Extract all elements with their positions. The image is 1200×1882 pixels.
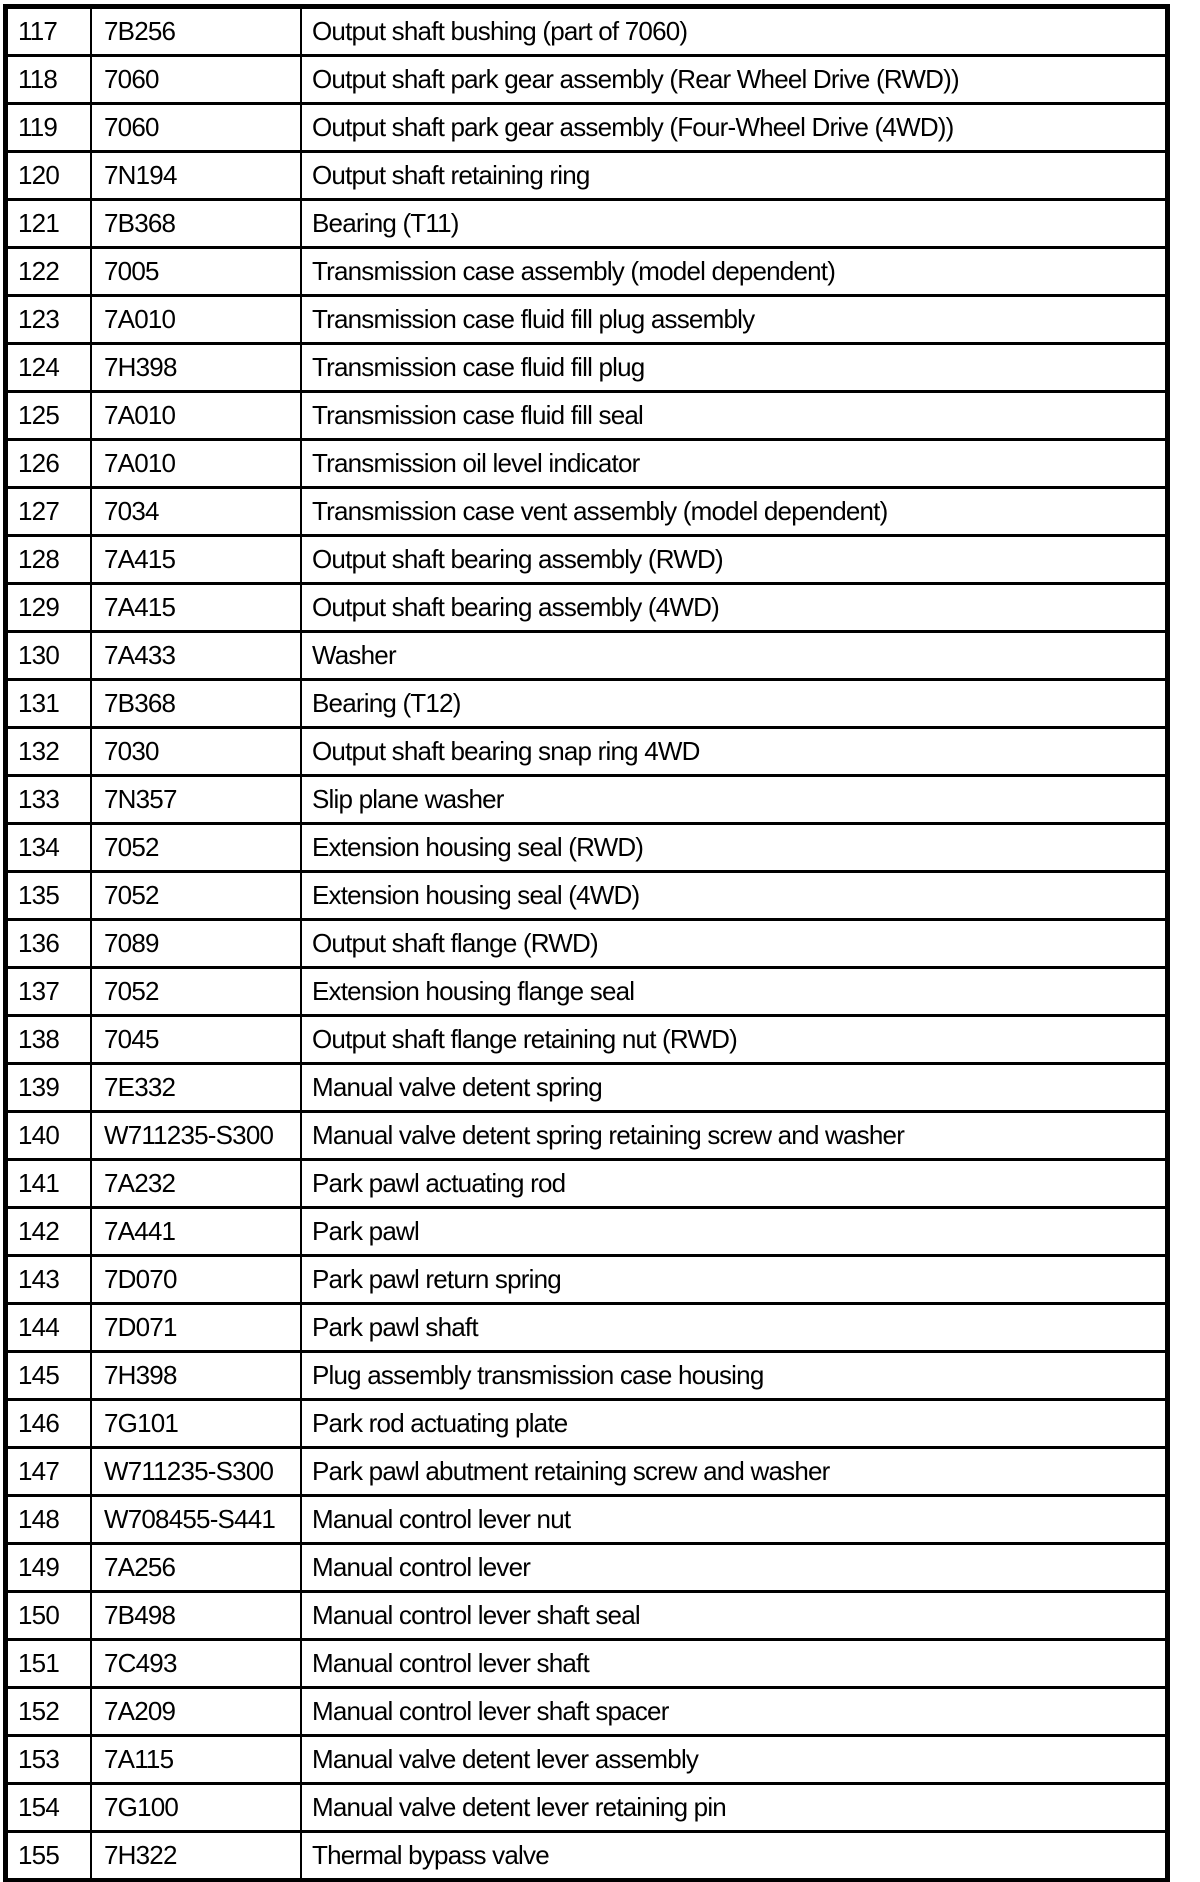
description-cell: Transmission case fluid fill seal: [301, 392, 1168, 440]
description-cell: Output shaft flange retaining nut (RWD): [301, 1016, 1168, 1064]
description-cell: Manual control lever shaft: [301, 1640, 1168, 1688]
part-number-cell: 7A415: [91, 536, 301, 584]
table-row: [6, 1448, 1168, 1496]
item-number-cell: 138: [6, 1016, 92, 1064]
table-row: [6, 1112, 1168, 1160]
table-row: [6, 488, 1168, 536]
part-number-cell: 7A232: [91, 1160, 301, 1208]
description-cell: Output shaft flange (RWD): [301, 920, 1168, 968]
part-number-cell: 7E332: [91, 1064, 301, 1112]
description-cell: Transmission case assembly (model dependent): [301, 248, 1168, 296]
table-row: [6, 1640, 1168, 1688]
description-cell: Park rod actuating plate: [301, 1400, 1168, 1448]
part-number-cell: 7052: [91, 872, 301, 920]
description-cell: Output shaft park gear assembly (Rear Wheel Drive (RWD)): [301, 56, 1168, 104]
description-cell: Park pawl return spring: [301, 1256, 1168, 1304]
description-cell: Manual control lever: [301, 1544, 1168, 1592]
description-cell: Manual valve detent lever assembly: [301, 1736, 1168, 1784]
table-row: [6, 1304, 1168, 1352]
table-row: [6, 1016, 1168, 1064]
item-number-cell: 135: [6, 872, 92, 920]
table-row: [6, 968, 1168, 1016]
item-number-cell: 137: [6, 968, 92, 1016]
item-number-cell: 127: [6, 488, 92, 536]
item-number-cell: 130: [6, 632, 92, 680]
table-row: [6, 1784, 1168, 1832]
part-number-cell: 7B368: [91, 200, 301, 248]
description-cell: Manual control lever nut: [301, 1496, 1168, 1544]
table-row: [6, 584, 1168, 632]
item-number-cell: 152: [6, 1688, 92, 1736]
description-cell: Manual valve detent lever retaining pin: [301, 1784, 1168, 1832]
table-row: [6, 248, 1168, 296]
item-number-cell: 139: [6, 1064, 92, 1112]
table-row: [6, 1256, 1168, 1304]
table-row: [6, 872, 1168, 920]
description-cell: Park pawl abutment retaining screw and washer: [301, 1448, 1168, 1496]
part-number-cell: 7A010: [91, 296, 301, 344]
description-cell: Park pawl shaft: [301, 1304, 1168, 1352]
table-row: [6, 1208, 1168, 1256]
item-number-cell: 141: [6, 1160, 92, 1208]
description-cell: Manual control lever shaft spacer: [301, 1688, 1168, 1736]
item-number-cell: 122: [6, 248, 92, 296]
part-number-cell: 7060: [91, 104, 301, 152]
item-number-cell: 117: [6, 7, 92, 56]
table-row: [6, 344, 1168, 392]
part-number-cell: 7A415: [91, 584, 301, 632]
part-number-cell: W711235-S300: [91, 1112, 301, 1160]
part-number-cell: 7060: [91, 56, 301, 104]
description-cell: Bearing (T12): [301, 680, 1168, 728]
table-row: [6, 200, 1168, 248]
description-cell: Bearing (T11): [301, 200, 1168, 248]
part-number-cell: 7A115: [91, 1736, 301, 1784]
table-row: [6, 1544, 1168, 1592]
part-number-cell: 7H398: [91, 344, 301, 392]
item-number-cell: 133: [6, 776, 92, 824]
item-number-cell: 125: [6, 392, 92, 440]
item-number-cell: 124: [6, 344, 92, 392]
part-number-cell: 7A256: [91, 1544, 301, 1592]
item-number-cell: 155: [6, 1832, 92, 1881]
part-number-cell: W711235-S300: [91, 1448, 301, 1496]
item-number-cell: 154: [6, 1784, 92, 1832]
description-cell: Transmission case fluid fill plug: [301, 344, 1168, 392]
table-row: [6, 728, 1168, 776]
part-number-cell: 7N357: [91, 776, 301, 824]
description-cell: Park pawl: [301, 1208, 1168, 1256]
item-number-cell: 136: [6, 920, 92, 968]
table-row: [6, 776, 1168, 824]
item-number-cell: 145: [6, 1352, 92, 1400]
table-row: [6, 296, 1168, 344]
table-row: [6, 1736, 1168, 1784]
item-number-cell: 147: [6, 1448, 92, 1496]
part-number-cell: W708455-S441: [91, 1496, 301, 1544]
part-number-cell: 7G101: [91, 1400, 301, 1448]
description-cell: Plug assembly transmission case housing: [301, 1352, 1168, 1400]
item-number-cell: 132: [6, 728, 92, 776]
part-number-cell: 7045: [91, 1016, 301, 1064]
item-number-cell: 148: [6, 1496, 92, 1544]
table-row: [6, 1592, 1168, 1640]
description-cell: Manual valve detent spring retaining screw and washer: [301, 1112, 1168, 1160]
item-number-cell: 144: [6, 1304, 92, 1352]
part-number-cell: 7A010: [91, 392, 301, 440]
part-number-cell: 7B498: [91, 1592, 301, 1640]
part-number-cell: 7A433: [91, 632, 301, 680]
table-row: [6, 1064, 1168, 1112]
item-number-cell: 119: [6, 104, 92, 152]
item-number-cell: 150: [6, 1592, 92, 1640]
table-row: [6, 104, 1168, 152]
description-cell: Transmission case vent assembly (model dependent): [301, 488, 1168, 536]
table-row: [6, 1688, 1168, 1736]
table-row: [6, 680, 1168, 728]
part-number-cell: 7B368: [91, 680, 301, 728]
item-number-cell: 131: [6, 680, 92, 728]
description-cell: Slip plane washer: [301, 776, 1168, 824]
part-number-cell: 7089: [91, 920, 301, 968]
item-number-cell: 120: [6, 152, 92, 200]
table-row: [6, 56, 1168, 104]
part-number-cell: 7C493: [91, 1640, 301, 1688]
description-cell: Output shaft retaining ring: [301, 152, 1168, 200]
part-number-cell: 7005: [91, 248, 301, 296]
table-row: [6, 440, 1168, 488]
table-row: [6, 1352, 1168, 1400]
part-number-cell: 7D070: [91, 1256, 301, 1304]
description-cell: Extension housing flange seal: [301, 968, 1168, 1016]
table-row: [6, 1160, 1168, 1208]
item-number-cell: 118: [6, 56, 92, 104]
description-cell: Washer: [301, 632, 1168, 680]
parts-table: [3, 4, 1170, 1882]
description-cell: Output shaft bearing assembly (4WD): [301, 584, 1168, 632]
table-row: [6, 392, 1168, 440]
table-row: [6, 7, 1168, 56]
part-number-cell: 7B256: [91, 7, 301, 56]
table-row: [6, 1400, 1168, 1448]
description-cell: Output shaft bushing (part of 7060): [301, 7, 1168, 56]
description-cell: Manual control lever shaft seal: [301, 1592, 1168, 1640]
part-number-cell: 7052: [91, 824, 301, 872]
item-number-cell: 143: [6, 1256, 92, 1304]
item-number-cell: 128: [6, 536, 92, 584]
description-cell: Extension housing seal (4WD): [301, 872, 1168, 920]
table-row: [6, 1496, 1168, 1544]
table-row: [6, 152, 1168, 200]
item-number-cell: 134: [6, 824, 92, 872]
part-number-cell: 7A441: [91, 1208, 301, 1256]
part-number-cell: 7N194: [91, 152, 301, 200]
part-number-cell: 7A010: [91, 440, 301, 488]
description-cell: Thermal bypass valve: [301, 1832, 1168, 1881]
part-number-cell: 7A209: [91, 1688, 301, 1736]
part-number-cell: 7H322: [91, 1832, 301, 1881]
item-number-cell: 123: [6, 296, 92, 344]
part-number-cell: 7030: [91, 728, 301, 776]
item-number-cell: 153: [6, 1736, 92, 1784]
table-row: [6, 536, 1168, 584]
item-number-cell: 129: [6, 584, 92, 632]
table-row: [6, 1832, 1168, 1881]
item-number-cell: 149: [6, 1544, 92, 1592]
parts-table-body: [6, 7, 1168, 1881]
description-cell: Transmission case fluid fill plug assembly: [301, 296, 1168, 344]
part-number-cell: 7D071: [91, 1304, 301, 1352]
table-row: [6, 632, 1168, 680]
table-row: [6, 920, 1168, 968]
part-number-cell: 7G100: [91, 1784, 301, 1832]
part-number-cell: 7H398: [91, 1352, 301, 1400]
item-number-cell: 121: [6, 200, 92, 248]
description-cell: Park pawl actuating rod: [301, 1160, 1168, 1208]
description-cell: Extension housing seal (RWD): [301, 824, 1168, 872]
description-cell: Manual valve detent spring: [301, 1064, 1168, 1112]
description-cell: Output shaft bearing assembly (RWD): [301, 536, 1168, 584]
item-number-cell: 126: [6, 440, 92, 488]
description-cell: Transmission oil level indicator: [301, 440, 1168, 488]
part-number-cell: 7034: [91, 488, 301, 536]
item-number-cell: 151: [6, 1640, 92, 1688]
part-number-cell: 7052: [91, 968, 301, 1016]
table-row: [6, 824, 1168, 872]
description-cell: Output shaft park gear assembly (Four-Wheel Drive (4WD)): [301, 104, 1168, 152]
item-number-cell: 140: [6, 1112, 92, 1160]
item-number-cell: 142: [6, 1208, 92, 1256]
item-number-cell: 146: [6, 1400, 92, 1448]
description-cell: Output shaft bearing snap ring 4WD: [301, 728, 1168, 776]
